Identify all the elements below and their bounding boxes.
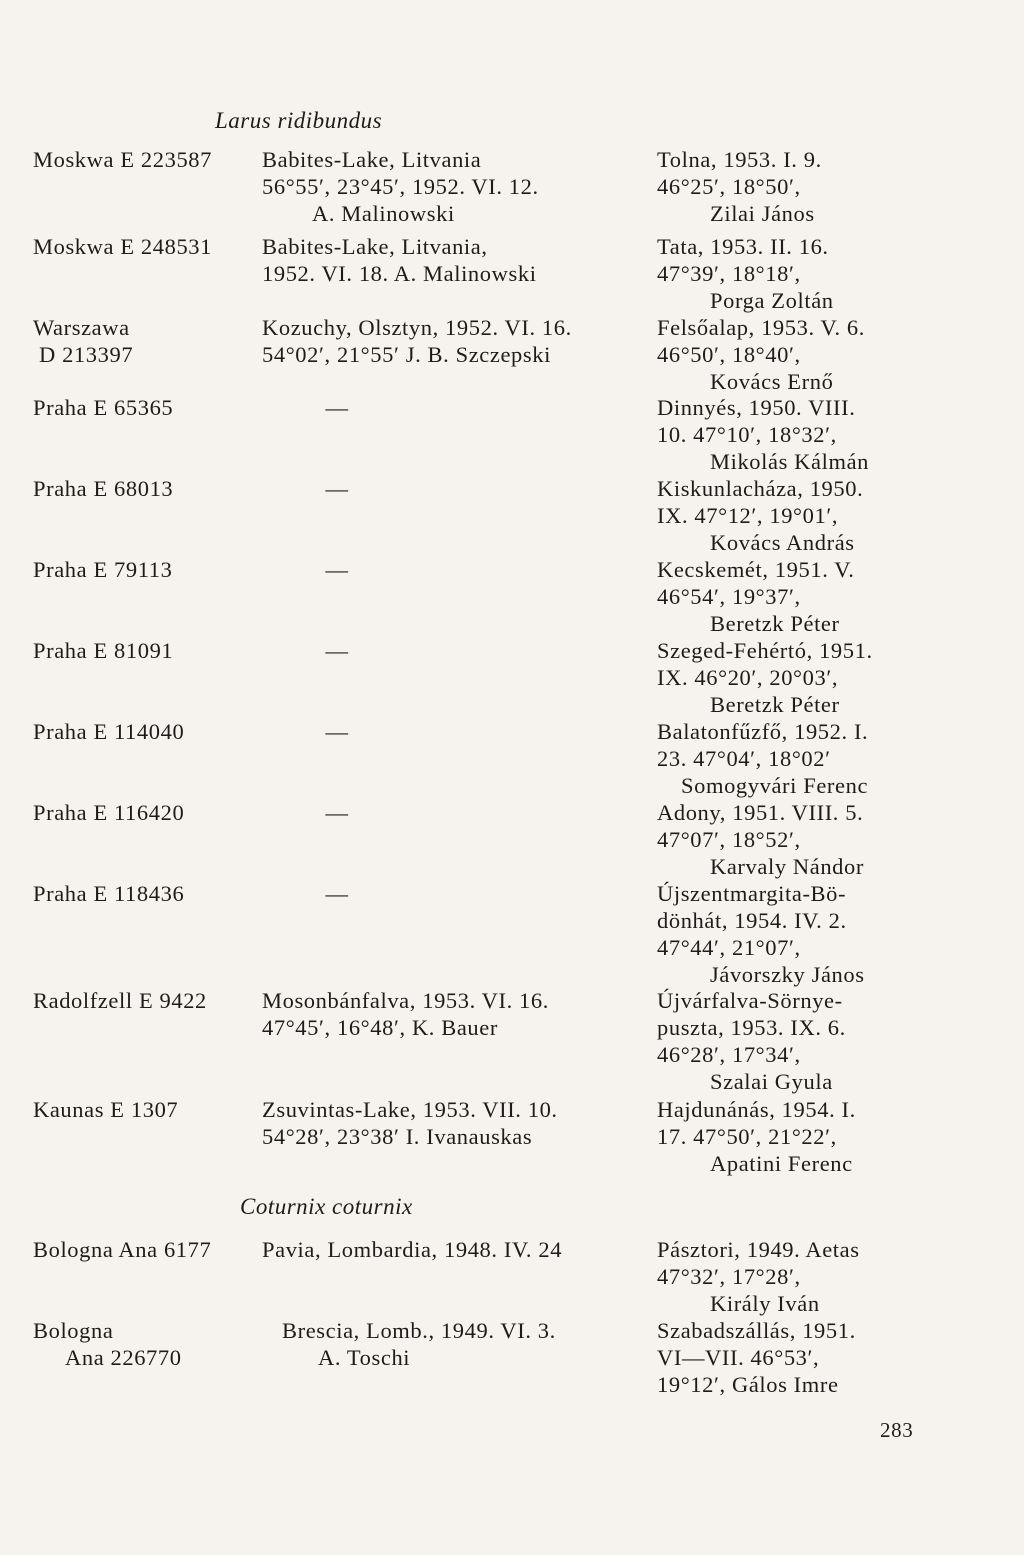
- recovery-cell: [657, 556, 957, 637]
- ringing-cell: [262, 475, 412, 502]
- ringing-dash: —: [325, 395, 349, 420]
- ring-line: Radolfzell E 9422: [33, 988, 207, 1013]
- recovery-line: Tolna, 1953. I. 9.: [657, 147, 822, 172]
- recovery-line: puszta, 1953. IX. 6.: [657, 1015, 846, 1040]
- recovery-line: Újvárfalva-Sörnye-: [657, 988, 843, 1013]
- recovery-line: 47°44′, 21°07′,: [657, 935, 801, 960]
- ring-line: Praha E 68013: [33, 476, 174, 501]
- ringing-cell: [262, 718, 412, 745]
- recovery-line: Dinnyés, 1950. VIII.: [657, 395, 856, 420]
- recovery-line: Beretzk Péter: [710, 692, 840, 717]
- recovery-line: 46°28′, 17°34′,: [657, 1042, 801, 1067]
- ringing-dash: —: [325, 557, 349, 582]
- recovery-cell: [657, 1236, 957, 1317]
- ring-line: Bologna Ana 6177: [33, 1237, 212, 1262]
- recovery-cell: [657, 799, 957, 880]
- recovery-cell: [657, 637, 957, 718]
- recovery-line: Kovács Ernő: [710, 369, 834, 394]
- ring-line: Praha E 118436: [33, 881, 185, 906]
- ring-cell: [33, 880, 258, 907]
- ring-line: Praha E 81091: [33, 638, 174, 663]
- recovery-cell: [657, 1096, 957, 1177]
- ringing-line: A. Toschi: [318, 1345, 411, 1370]
- recovery-line: Beretzk Péter: [710, 611, 840, 636]
- ringing-line: 54°02′, 21°55′ J. B. Szczepski: [262, 342, 551, 367]
- ringing-line: 1952. VI. 18. A. Malinowski: [262, 261, 537, 286]
- ringing-cell: [262, 314, 640, 368]
- recovery-line: Felsőalap, 1953. V. 6.: [657, 315, 865, 340]
- ring-line: Praha E 65365: [33, 395, 174, 420]
- recovery-line: Jávorszky János: [710, 962, 865, 987]
- ringing-cell: [262, 233, 640, 287]
- recovery-line: Szalai Gyula: [710, 1069, 833, 1094]
- recovery-line: VI—VII. 46°53′,: [657, 1345, 820, 1370]
- recovery-line: 23. 47°04′, 18°02′: [657, 746, 831, 771]
- recovery-line: Zilai János: [710, 201, 815, 226]
- ringing-line: Zsuvintas-Lake, 1953. VII. 10.: [262, 1097, 558, 1122]
- recovery-line: Mikolás Kálmán: [710, 449, 870, 474]
- ringing-line: 54°28′, 23°38′ I. Ivanauskas: [262, 1124, 533, 1149]
- recovery-line: IX. 47°12′, 19°01′,: [657, 503, 839, 528]
- recovery-cell: [657, 718, 957, 799]
- recovery-line: Apatini Ferenc: [710, 1151, 853, 1176]
- ringing-line: Babites-Lake, Litvania: [262, 147, 482, 172]
- ringing-line: 56°55′, 23°45′, 1952. VI. 12.: [262, 174, 539, 199]
- ringing-line: Kozuchy, Olsztyn, 1952. VI. 16.: [262, 315, 572, 340]
- ring-line: Moskwa E 223587: [33, 147, 212, 172]
- ring-line: Ana 226770: [65, 1345, 182, 1370]
- ring-cell: [33, 314, 258, 368]
- ringing-dash: —: [325, 638, 349, 663]
- recovery-line: Karvaly Nándor: [710, 854, 864, 879]
- ring-cell: [33, 1236, 258, 1263]
- ringing-line: A. Malinowski: [312, 201, 455, 226]
- ring-line: Praha E 114040: [33, 719, 185, 744]
- recovery-line: Balatonfűzfő, 1952. I.: [657, 719, 869, 744]
- recovery-line: Kiskunlacháza, 1950.: [657, 476, 864, 501]
- recovery-line: IX. 46°20′, 20°03′,: [657, 665, 839, 690]
- section-title-coturnix: Coturnix coturnix: [240, 1194, 413, 1219]
- ring-cell: [33, 146, 258, 173]
- ring-cell: [33, 987, 258, 1014]
- recovery-cell: [657, 394, 957, 475]
- ring-cell: [33, 799, 258, 826]
- recovery-line: Hajdunánás, 1954. I.: [657, 1097, 856, 1122]
- ring-line: Moskwa E 248531: [33, 234, 212, 259]
- recovery-line: Kovács András: [710, 530, 855, 555]
- recovery-line: 47°39′, 18°18′,: [657, 261, 801, 286]
- recovery-line: Adony, 1951. VIII. 5.: [657, 800, 864, 825]
- ringing-line: 47°45′, 16°48′, K. Bauer: [262, 1015, 498, 1040]
- ringing-cell: [262, 987, 640, 1041]
- recovery-line: 46°25′, 18°50′,: [657, 174, 801, 199]
- ring-cell: [33, 1317, 258, 1371]
- ring-line: Praha E 79113: [33, 557, 173, 582]
- ring-line: Warszawa: [33, 315, 130, 340]
- recovery-line: 10. 47°10′, 18°32′,: [657, 422, 837, 447]
- recovery-line: 46°50′, 18°40′,: [657, 342, 801, 367]
- recovery-line: 17. 47°50′, 21°22′,: [657, 1124, 837, 1149]
- ring-line: Kaunas E 1307: [33, 1097, 179, 1122]
- recovery-line: Újszentmargita-Bö-: [657, 881, 847, 906]
- ringing-line: Babites-Lake, Litvania,: [262, 234, 488, 259]
- recovery-cell: [657, 233, 957, 314]
- ring-cell: [33, 556, 258, 583]
- ring-line: Praha E 116420: [33, 800, 185, 825]
- ringing-cell: [262, 637, 412, 664]
- recovery-line: 47°07′, 18°52′,: [657, 827, 801, 852]
- ringing-cell: [262, 394, 412, 421]
- ringing-dash: —: [325, 881, 349, 906]
- ring-line: Bologna: [33, 1318, 114, 1343]
- ringing-cell: [262, 799, 412, 826]
- recovery-line: Pásztori, 1949. Aetas: [657, 1237, 860, 1262]
- ring-cell: [33, 637, 258, 664]
- ringing-dash: —: [325, 476, 349, 501]
- recovery-line: Porga Zoltán: [710, 288, 834, 313]
- ringing-dash: —: [325, 719, 349, 744]
- page-number: 283: [880, 1418, 914, 1442]
- ringing-cell: [282, 1317, 660, 1371]
- recovery-cell: [657, 146, 957, 227]
- ringing-cell: [262, 1096, 640, 1150]
- ringing-line: Pavia, Lombardia, 1948. IV. 24: [262, 1237, 563, 1262]
- recovery-cell: [657, 1317, 957, 1398]
- ringing-line: Mosonbánfalva, 1953. VI. 16.: [262, 988, 549, 1013]
- recovery-line: Király Iván: [710, 1291, 820, 1316]
- recovery-line: Kecskemét, 1951. V.: [657, 557, 855, 582]
- recovery-line: Tata, 1953. II. 16.: [657, 234, 829, 259]
- ring-line: D 213397: [39, 342, 134, 367]
- recovery-line: Szabadszállás, 1951.: [657, 1318, 856, 1343]
- recovery-cell: [657, 314, 957, 395]
- recovery-cell: [657, 475, 957, 556]
- recovery-line: Somogyvári Ferenc: [681, 773, 869, 798]
- ringing-line: Brescia, Lomb., 1949. VI. 3.: [282, 1318, 556, 1343]
- recovery-cell: [657, 880, 957, 988]
- recovery-line: 47°32′, 17°28′,: [657, 1264, 801, 1289]
- ringing-cell: [262, 1236, 640, 1263]
- recovery-line: Szeged-Fehértó, 1951.: [657, 638, 873, 663]
- ringing-cell: [262, 146, 640, 227]
- section-title-larus: Larus ridibundus: [215, 108, 383, 133]
- ring-cell: [33, 233, 258, 260]
- ringing-cell: [262, 556, 412, 583]
- ring-cell: [33, 394, 258, 421]
- recovery-line: 19°12′, Gálos Imre: [657, 1372, 839, 1397]
- ring-cell: [33, 1096, 258, 1123]
- recovery-line: 46°54′, 19°37′,: [657, 584, 801, 609]
- ring-cell: [33, 475, 258, 502]
- ring-cell: [33, 718, 258, 745]
- ringing-dash: —: [325, 800, 349, 825]
- recovery-cell: [657, 987, 957, 1095]
- recovery-line: dönhát, 1954. IV. 2.: [657, 908, 847, 933]
- ringing-cell: [262, 880, 412, 907]
